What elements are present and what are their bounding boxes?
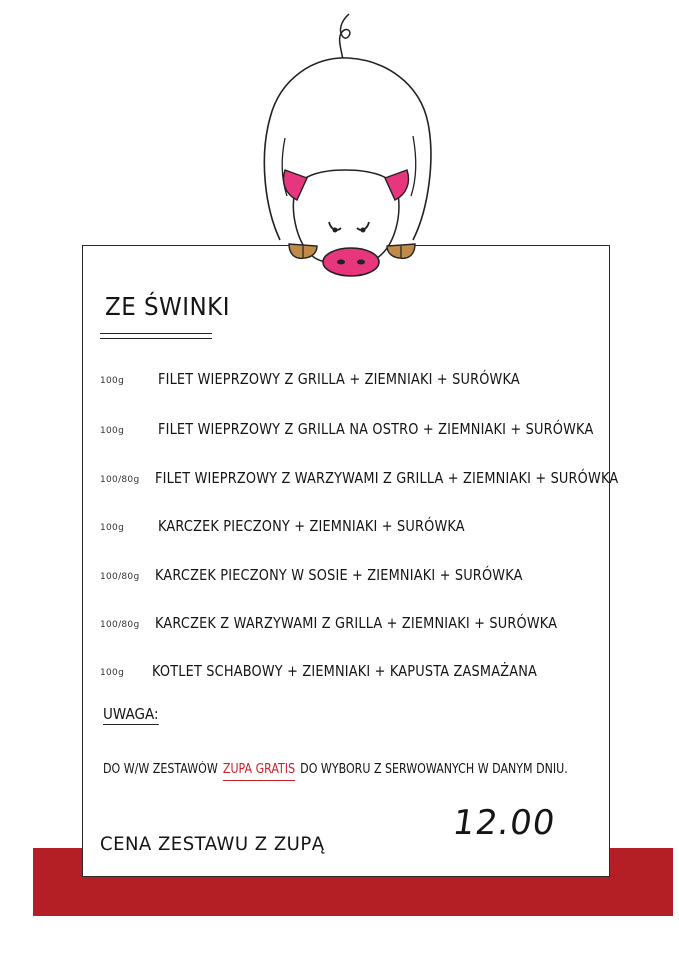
item-description: KARCZEK Z WARZYWAMI Z GRILLA + ZIEMNIAKI + SURÓWKA [155,614,558,632]
menu-item [100,662,580,692]
price-value: 12.00 [450,803,559,843]
menu-card [82,245,610,877]
item-description: KOTLET SCHABOWY + ZIEMNIAKI + KAPUSTA ZASMAŻANA [152,662,538,680]
item-weight: 100g [100,426,125,436]
item-weight: 100g [100,523,125,533]
item-description: KARCZEK PIECZONY W SOSIE + ZIEMNIAKI + SURÓWKA [155,566,523,584]
pig-tail [340,14,350,60]
item-description: KARCZEK PIECZONY + ZIEMNIAKI + SURÓWKA [158,517,465,535]
title-underline [100,333,212,339]
item-weight: 100/80g [100,620,140,630]
note-prefix: DO W/W ZESTAWÓW [103,762,218,777]
menu-item [100,517,580,547]
note-suffix: DO WYBORU Z SERWOWANYCH W DANYM DNIU. [300,762,568,777]
note-highlight: ZUPA GRATIS [223,762,295,781]
item-weight: 100/80g [100,475,140,485]
note-text [103,762,568,777]
item-weight: 100g [100,668,125,678]
item-description: FILET WIEPRZOWY Z GRILLA NA OSTRO + ZIEMNIAKI + SURÓWKA [158,420,594,438]
item-weight: 100/80g [100,572,140,582]
item-description: FILET WIEPRZOWY Z WARZYWAMI Z GRILLA + ZIEMNIAKI + SURÓWKA [155,469,619,487]
menu-item [100,420,594,450]
price-label: CENA ZESTAWU Z ZUPĄ [100,833,325,855]
pig-illustration [245,8,445,283]
menu-item [100,469,619,499]
note-heading: UWAGA: [103,705,159,723]
pig-snout [323,248,379,276]
menu-title: ZE ŚWINKI [105,292,230,321]
menu-item [100,566,580,596]
menu-item [100,370,580,400]
item-description: FILET WIEPRZOWY Z GRILLA + ZIEMNIAKI + SURÓWKA [158,370,520,388]
item-weight: 100g [100,376,125,386]
menu-item [100,614,580,644]
